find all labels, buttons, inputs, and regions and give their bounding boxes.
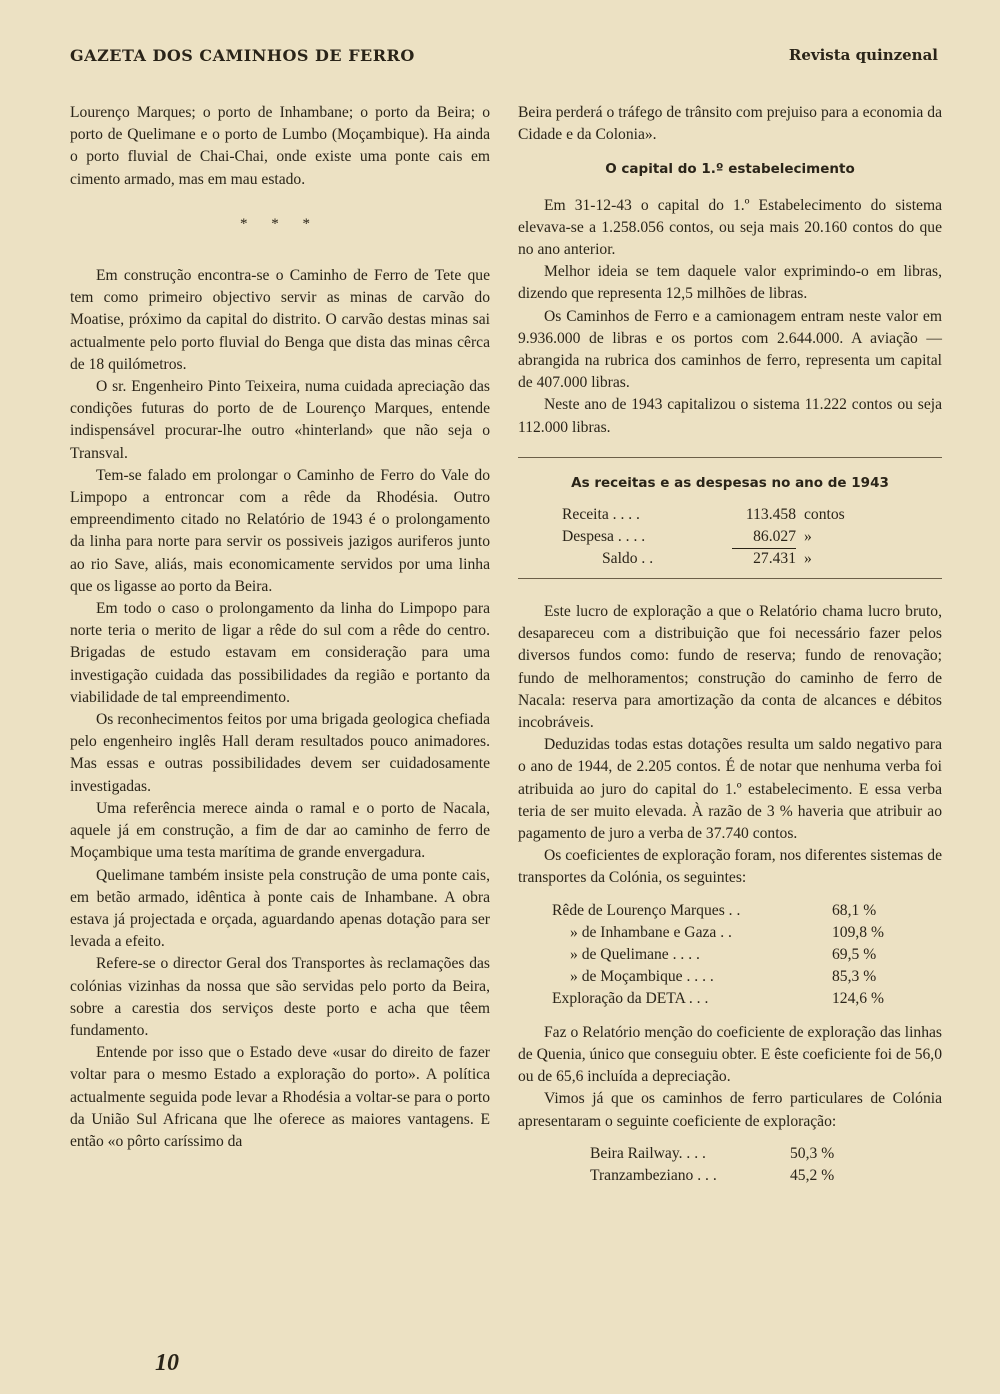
paragraph: Os Caminhos de Ferro e a camionagem entram neste valor em 9.936.000 de libras e os portos com 2.644.000. A aviação — abrangida na rubrica dos caminhos de ferro, representa um capital de 407.000 libras. <box>518 307 942 392</box>
paragraph: Entende por isso que o Estado deve «usar do direito de fazer voltar para o mesmo Estado a exploração do porto». A política actualmente seguida pode levar a Rhodésia a voltar-se para o porto da União Sul Africana que lhe oferece as maiores vantagens. E então «o pôrto caríssimo da <box>70 1044 490 1150</box>
table-heading: As receitas e as despesas no ano de 1943 <box>571 474 889 491</box>
section-separator: * * * <box>240 215 320 232</box>
table-row <box>562 504 892 526</box>
paragraph: Em construção encontra-se o Caminho de Ferro de Tete que tem como primeiro objectivo servir as minas de carvão do Moatise, próximo da capital do distrito. O carvão destas minas sai actualmente pelo porto fluvial do Benga que dista das minas cêrca de 18 quilómetros. <box>70 267 490 373</box>
paragraph: Quelimane também insiste pela construção de uma ponte cais, em betão armado, idêntica à ponte cais de Inhambane. A obra estava já projectada e orçada, aguardando apenas dotação para ser levada a efeito. <box>70 866 490 951</box>
despesa-unit: » <box>804 528 812 546</box>
private-railways-table <box>590 1143 880 1187</box>
section-heading: O capital do 1.º estabelecimento <box>605 161 855 178</box>
railway-label: Beira Railway. . . . <box>590 1144 706 1162</box>
page-number: 10 <box>155 1350 179 1376</box>
paragraph: Uma referência merece ainda o ramal e o porto de Nacala, aquele já em construção, a fim de dar ao caminho de ferro de Moçambique uma testa marítima de grande envergadura. <box>70 799 490 862</box>
table-row <box>562 526 892 548</box>
saldo-value: 27.431 <box>753 550 796 568</box>
coefficient-value: 109,8 % <box>832 923 884 941</box>
paragraph: Neste ano de 1943 capitalizou o sistema 11.222 contos ou seja 112.000 libras. <box>518 396 942 436</box>
table-row <box>590 1165 880 1187</box>
table-row <box>552 922 912 944</box>
receita-label: Receita . . . . <box>562 506 640 524</box>
table-bottom-rule <box>518 578 942 579</box>
table-row <box>552 966 912 988</box>
coefficient-value: 124,6 % <box>832 989 884 1007</box>
paragraph: Os reconhecimentos feitos por uma brigada geologica chefiada pelo engenheiro inglês Hall deram resultados pouco animadores. Mas essas e outras possibilidades devem ser cuidadosamente investigadas. <box>70 711 490 795</box>
table-row <box>552 988 912 1010</box>
railway-value: 45,2 % <box>790 1166 835 1184</box>
coefficients-table <box>552 900 912 1010</box>
paragraph: Refere-se o director Geral dos Transportes às reclamações das colónias vizinhas da nossa que são servidas pelo porto da Beira, sobre a carestia dos serviços deste porto e acha que têem fundamento. <box>70 955 490 1039</box>
paragraph: Este lucro de exploração a que o Relatório chama lucro bruto, desapareceu com a distribuição que foi necessário fazer pelos diversos fundos como: fundo de reserva; fundo de renovação; fundo de melhoramentos; construção do caminho de ferro de Nacala: reserva para amortização da conta de alcances e débitos incobráveis. <box>518 603 942 732</box>
paragraph: Os coeficientes de exploração foram, nos diferentes sistemas de transportes da Colónia, os seguintes: <box>518 847 942 887</box>
paragraph: Em 31-12-43 o capital do 1.º Estabelecimento do sistema elevava-se a 1.258.056 contos, ou seja mais 20.160 contos do que no ano anterior. <box>518 196 942 259</box>
coefficient-value: 85,3 % <box>832 967 877 985</box>
table-row <box>552 944 912 966</box>
journal-title: GAZETA DOS CAMINHOS DE FERRO <box>70 46 415 65</box>
saldo-unit: » <box>804 550 812 568</box>
paragraph: Lourenço Marques; o porto de Inhambane; o porto da Beira; o porto de Quelimane e o porto de Lumbo (Moçambique). Ha ainda o porto fluvial de Chai-Chai, onde existe uma ponte cais em cimento armado, mas em mau estado. <box>70 104 490 188</box>
table-row <box>562 548 892 570</box>
paragraph: Tem-se falado em prolongar o Caminho de Ferro do Vale do Limpopo a entroncar com a rêde da Rhodésia. Outro empreendimento citado no Relatório de 1943 é o prolongamento da linha para norte para servir os possiveis jazigos auriferos junto ao rio Save, aliás, mais economicamente servidos por uma linha que os ligasse ao porto da Beira. <box>70 466 490 595</box>
right-column <box>518 102 942 1187</box>
coefficient-label: » de Quelimane . . . . <box>570 945 700 963</box>
railway-label: Tranzambeziano . . . <box>590 1166 717 1184</box>
coefficient-value: 68,1 % <box>832 901 877 919</box>
finance-table <box>562 504 892 570</box>
journal-subtitle: Revista quinzenal <box>788 46 938 64</box>
table-row <box>590 1143 880 1165</box>
coefficient-label: Rêde de Lourenço Marques . . <box>552 901 741 919</box>
paragraph: Melhor ideia se tem daquele valor exprimindo-o em libras, dizendo que representa 12,5 milhões de libras. <box>518 263 942 303</box>
coefficient-label: » de Inhambane e Gaza . . <box>570 923 732 941</box>
table-row <box>552 900 912 922</box>
receita-unit: contos <box>804 506 845 524</box>
paragraph: Vimos já que os caminhos de ferro particulares de Colónia apresentaram o seguinte coeficiente de exploração: <box>518 1090 942 1130</box>
paragraph: Beira perderá o tráfego de trânsito com prejuiso para a economia da Cidade e da Colonia». <box>518 104 942 144</box>
saldo-label: Saldo . . <box>602 550 654 568</box>
receita-value: 113.458 <box>745 506 796 524</box>
railway-value: 50,3 % <box>790 1144 835 1162</box>
coefficient-label: » de Moçambique . . . . <box>570 967 714 985</box>
coefficient-value: 69,5 % <box>832 945 877 963</box>
paragraph: Faz o Relatório menção do coeficiente de exploração das linhas de Quenia, único que conseguiu obter. E êste coeficiente foi de 56,0 ou de 65,6 incluída a depreciação. <box>518 1023 942 1086</box>
despesa-value: 86.027 <box>732 526 796 549</box>
paragraph: Em todo o caso o prolongamento da linha do Limpopo para norte teria o merito de ligar a rêde do sul com a rêde do centro. Brigadas de estudo estavam em consideração para uma investigação cuidada das possibilidades da região e portanto da viabilidade de tal empreendimento. <box>70 600 490 706</box>
paragraph: Deduzidas todas estas dotações resulta um saldo negativo para o ano de 1944, de 2.205 contos. É de notar que nenhuma verba foi atribuida ao juro do capital do 1.º estabelecimento. E essa verba teria de ser muito elevada. À razão de 3 % haveria que atribuir ao pagamento de juro a verba de 37.740 contos. <box>518 736 942 843</box>
despesa-label: Despesa . . . . <box>562 528 646 546</box>
paragraph: O sr. Engenheiro Pinto Teixeira, numa cuidada apreciação das condições futuras do porto de de Lourenço Marques, entende indispensável procurar-lhe outro «hinterland» que não seja o Transval. <box>70 378 490 462</box>
left-column <box>70 102 490 1153</box>
coefficient-label: Exploração da DETA . . . <box>552 989 709 1007</box>
table-top-rule <box>518 457 942 458</box>
